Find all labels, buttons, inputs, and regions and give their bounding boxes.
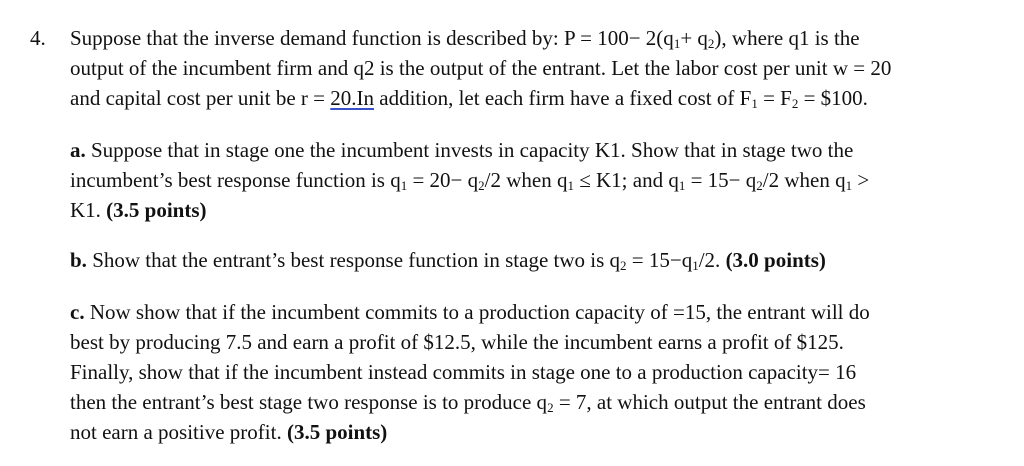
part-c-points: (3.5 points) <box>286 420 388 444</box>
part-b-text: = 15−q <box>626 248 693 272</box>
part-c-text: then the entrant’s best stage two response is to produce q <box>70 390 548 414</box>
part-a-line-2 <box>70 165 990 195</box>
part-c-label: c. <box>70 300 85 324</box>
subscript: 1 <box>692 258 699 273</box>
subscript: 2 <box>620 258 627 273</box>
part-a-label: a. <box>70 138 86 162</box>
subscript: 1 <box>400 178 408 193</box>
part-b-paragraph <box>70 245 990 275</box>
subscript: 1 <box>678 178 686 193</box>
part-c-line-1 <box>70 297 990 327</box>
part-c-line-2: best by producing 7.5 and earn a profit of $12.5, while the incumbent earns a profit of $125. <box>70 330 844 354</box>
part-c-line-4 <box>70 387 990 417</box>
intro-text: + q <box>680 26 708 50</box>
part-a-text: /2 when q <box>484 168 568 192</box>
part-a-text: ≤ K1; and q <box>573 168 679 192</box>
part-b-points: (3.0 points) <box>725 248 826 272</box>
part-a-text: incumbent’s best response function is q <box>70 168 401 192</box>
part-a-text: /2 when q <box>762 168 846 192</box>
part-c-paragraph <box>70 297 990 447</box>
subscript: 2 <box>756 178 763 193</box>
part-a-points: (3.5 points) <box>106 198 207 222</box>
intro-line-3 <box>70 83 990 113</box>
subscript: 1 <box>845 178 853 193</box>
part-b-text: /2. <box>698 248 726 272</box>
part-b-label: b. <box>70 248 87 272</box>
part-c-line-3: Finally, show that if the incumbent instead commits in stage one to a production capacity= 16 <box>70 360 857 384</box>
intro-text: Suppose that the inverse demand function is described by: P = 100− 2(q <box>70 26 674 50</box>
part-b-line-1 <box>70 245 990 275</box>
part-a-line-3 <box>70 195 990 225</box>
part-a-text: = 20− q <box>407 168 479 192</box>
subscript: 1 <box>673 36 681 51</box>
subscript: 1 <box>567 178 574 193</box>
part-a-paragraph <box>70 135 990 225</box>
intro-text: addition, let each firm have a fixed cost of F <box>374 86 752 110</box>
intro-text: and capital cost per unit be r = <box>70 86 331 110</box>
subscript: 2 <box>707 36 715 51</box>
intro-text: = $100. <box>798 86 868 110</box>
part-c-text: = 7, at which output the entrant does <box>553 390 866 414</box>
question-number: 4. <box>30 26 46 50</box>
intro-text: = F <box>757 86 792 110</box>
part-a-text: Suppose that in stage one the incumbent invests in capacity K1. Show that in stage two the <box>85 138 854 162</box>
part-c-text: not earn a positive profit. <box>70 420 287 444</box>
subscript: 1 <box>751 96 758 111</box>
intro-line-2: output of the incumbent firm and q2 is the output of the entrant. Let the labor cost per unit w = 20 <box>70 56 892 80</box>
part-a-text: > <box>852 168 870 192</box>
subscript: 2 <box>478 178 485 193</box>
question-intro-paragraph <box>70 23 990 113</box>
intro-line-1 <box>70 23 990 53</box>
part-a-line-1 <box>70 135 990 165</box>
part-c-line-5 <box>70 417 990 447</box>
subscript: 2 <box>547 400 554 415</box>
spellcheck-underlined-text: 20.In <box>330 86 375 110</box>
part-b-text: Show that the entrant’s best response function in stage two is q <box>86 248 621 272</box>
part-c-text: Now show that if the incumbent commits to a production capacity of =15, the entrant will do <box>84 300 870 324</box>
part-a-text: K1. <box>70 198 107 222</box>
intro-text: ), where q1 is the <box>714 26 860 50</box>
part-a-text: = 15− q <box>685 168 757 192</box>
subscript: 2 <box>791 96 799 111</box>
